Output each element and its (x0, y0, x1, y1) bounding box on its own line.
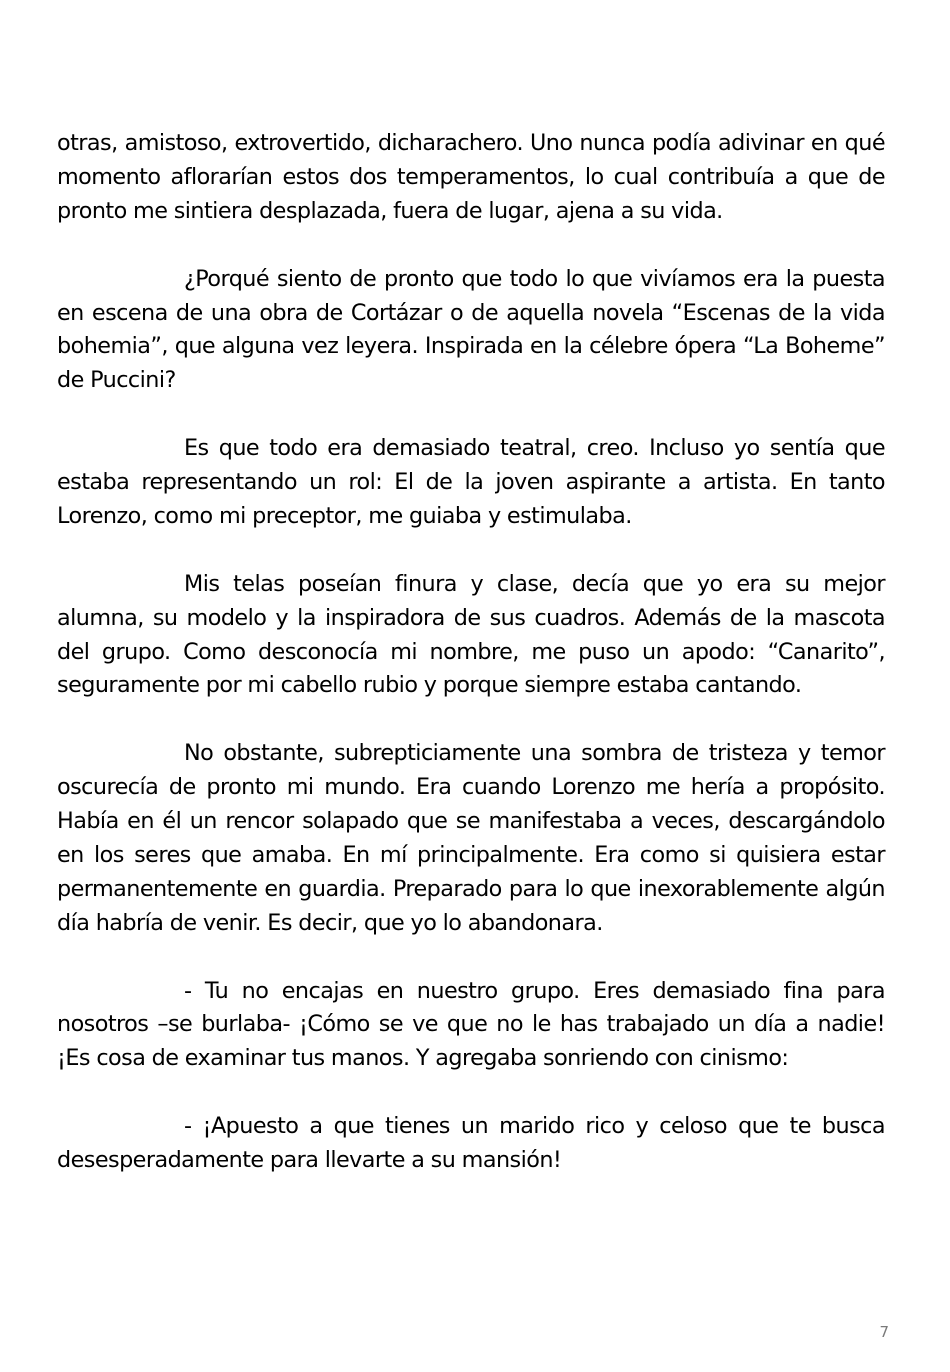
paragraph-3: Es que todo era demasiado teatral, creo. Incluso yo sentía que estaba representando un rol: El de la joven aspirante a artista. En tanto Lorenzo, como mi preceptor, me guiaba y estimulaba. (57, 435, 885, 529)
paragraph-2: ¿Porqué siento de pronto que todo lo que vivíamos era la puesta en escena de una obra de Cortázar o de aquella novela “Escenas de la vida bohemia”, que alguna vez leyera. Inspirada en la célebre ópera “La Boheme” de Puccini? (57, 265, 885, 394)
paragraph-5: No obstante, subrepticiamente una sombra de tristeza y temor oscurecía de pronto mi mundo. Era cuando Lorenzo me hería a propósito. Había en él un rencor solapado que se manifestaba a veces, descargándolo en los seres que amaba. En mí principalmente. Era como si quisiera estar permanentemente en guardia. Preparado para lo que inexorablemente algún día habría de venir. Es decir, que yo lo abandonara. (57, 740, 885, 936)
paragraph-4: Mis telas poseían finura y clase, decía que yo era su mejor alumna, su modelo y la inspiradora de sus cuadros. Además de la mascota del grupo. Como desconocía mi nombre, me puso un apodo: “Canarito”, seguramente por mi cabello rubio y porque siempre estaba cantando. (57, 570, 885, 699)
paragraph-7: - ¡Apuesto a que tienes un marido rico y celoso que te busca desesperadamente para llevarte a su mansión! (57, 1113, 885, 1174)
paragraph-6: - Tu no encajas en nuestro grupo. Eres demasiado fina para nosotros –se burlaba- ¡Cómo se ve que no le has trabajado un día a nadie! ¡Es cosa de examinar tus manos. Y agregaba sonriendo con cinismo: (57, 977, 885, 1072)
page-body (57, 127, 885, 1178)
paragraph-1: otras, amistoso, extrovertido, dicharachero. Uno nunca podía adivinar en qué momento aflorarían estos dos temperamentos, lo cual contribuía a que de pronto me sintiera desplazada, fuera de lugar, ajena a su vida. (57, 130, 885, 224)
page-number: 7 (879, 1323, 889, 1341)
